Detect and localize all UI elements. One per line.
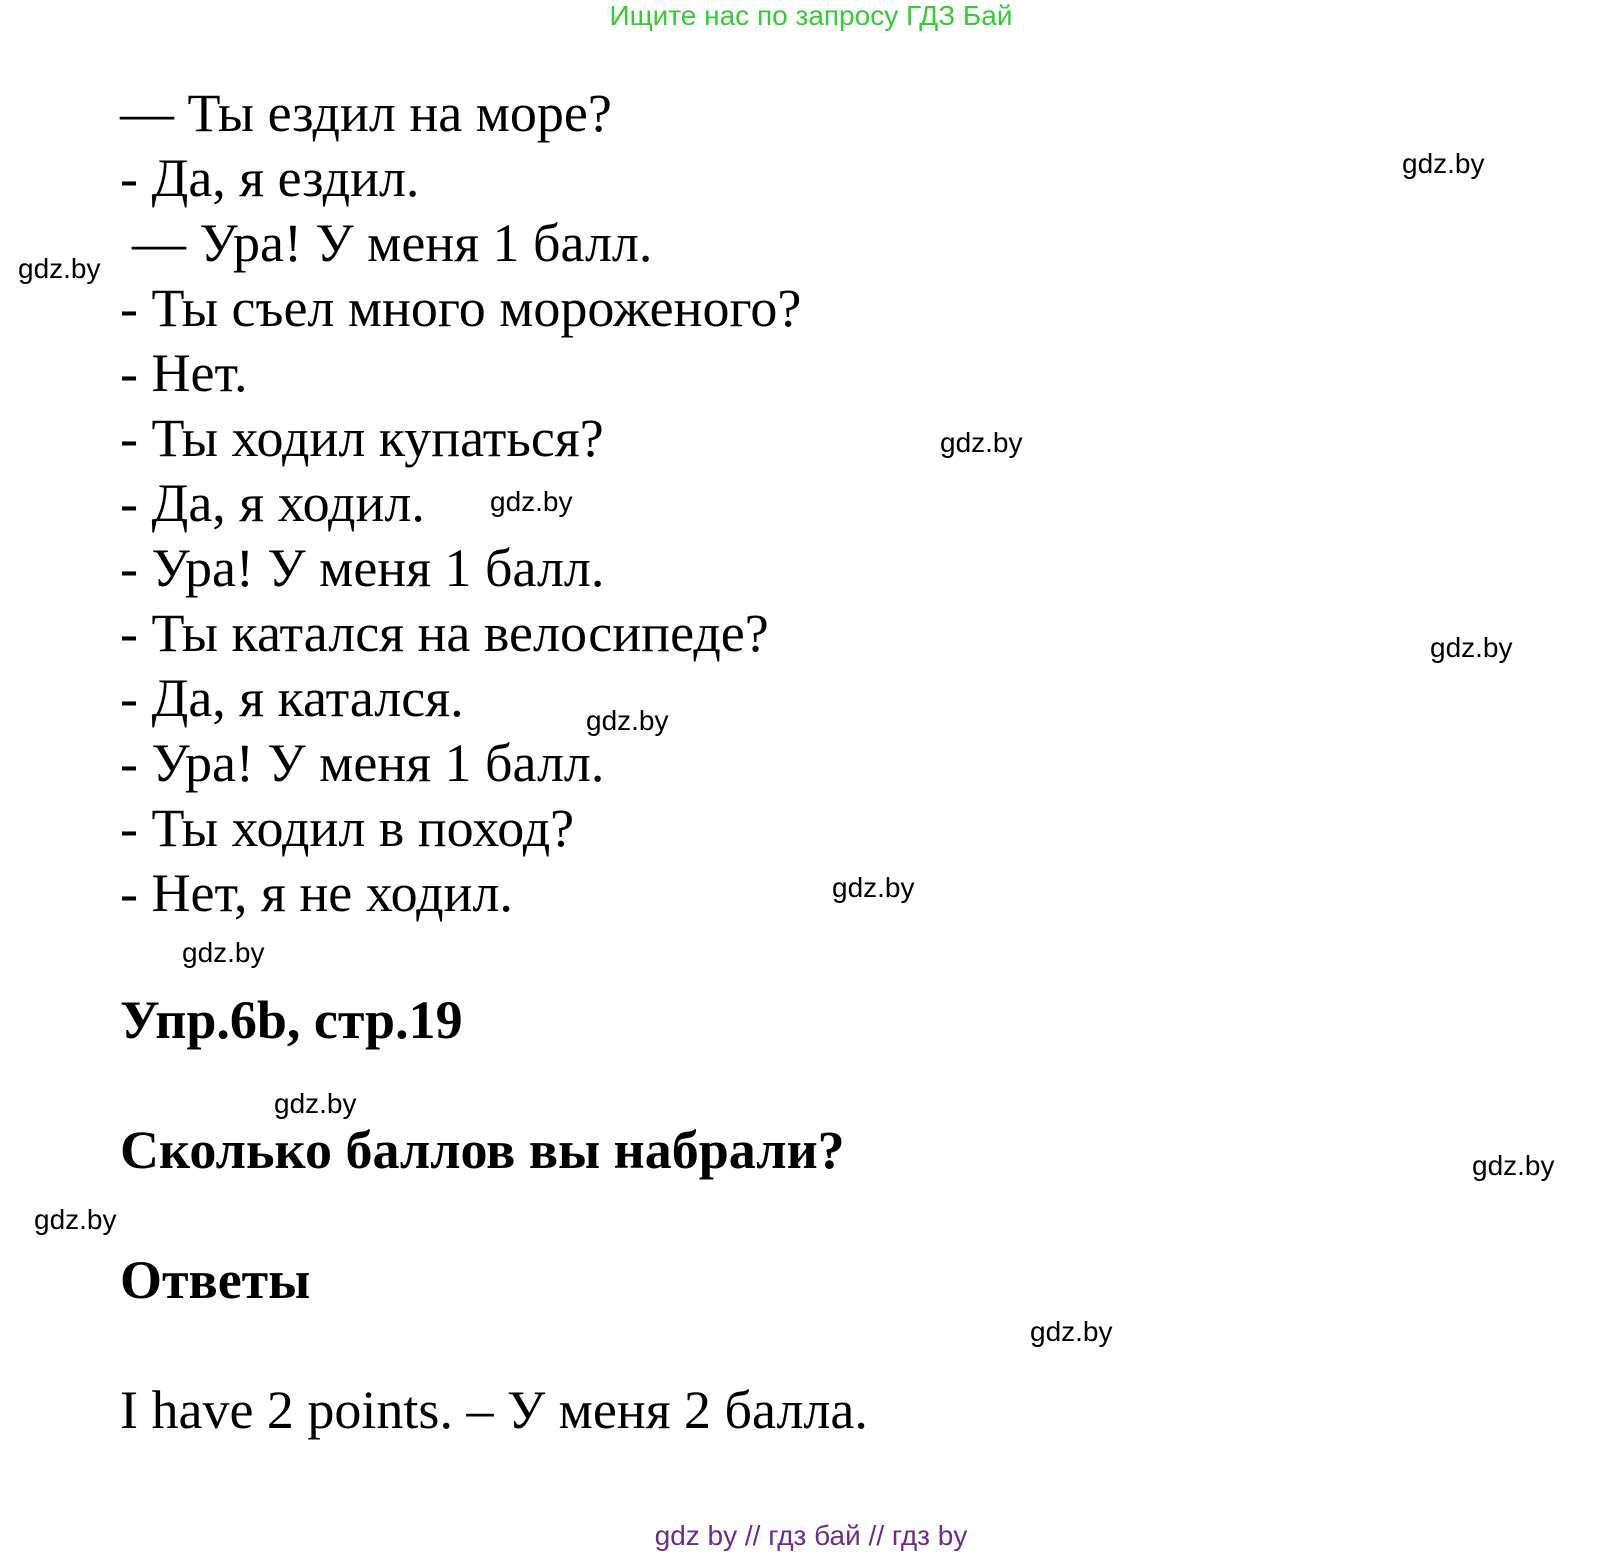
dialogue-line-4: - Ты съел много мороженого? (120, 278, 802, 338)
dialogue-line-5: - Нет. (120, 343, 248, 403)
top-banner: Ищите нас по запросу ГДЗ Бай (609, 0, 1013, 31)
dialogue-line-11: - Ура! У меня 1 балл. (120, 733, 605, 793)
question-heading: Сколько баллов вы набрали? (120, 1120, 845, 1180)
watermark: gdz.by (274, 1088, 357, 1119)
dialogue-line-12: - Ты ходил в поход? (120, 798, 575, 858)
dialogue-line-8: - Ура! У меня 1 балл. (120, 538, 605, 598)
dialogue-line-7: - Да, я ходил. (120, 473, 425, 533)
watermark: gdz.by (832, 872, 915, 903)
watermark: gdz.by (18, 253, 101, 284)
watermark: gdz.by (1402, 148, 1485, 179)
dialogue-line-6: - Ты ходил купаться? (120, 408, 604, 468)
footer-watermark: gdz by // гдз бай // гдз by (654, 1520, 968, 1551)
watermark: gdz.by (34, 1204, 117, 1235)
watermark: gdz.by (490, 486, 573, 517)
exercise-title: Упр.6b, стр.19 (120, 990, 463, 1050)
dialogue-line-9: - Ты катался на велосипеде? (120, 603, 769, 663)
watermark: gdz.by (940, 427, 1023, 458)
dialogue-line-3: — Ура! У меня 1 балл. (132, 213, 653, 273)
watermark: gdz.by (1472, 1150, 1555, 1181)
watermark: gdz.by (1030, 1316, 1113, 1347)
watermark: gdz.by (1430, 632, 1513, 663)
dialogue-line-1: — Ты ездил на море? (120, 83, 612, 143)
dialogue-line-10: - Да, я катался. (120, 668, 464, 728)
dialogue-line-2: - Да, я ездил. (120, 148, 420, 208)
answers-heading: Ответы (120, 1250, 311, 1310)
dialogue-line-13: - Нет, я не ходил. (120, 863, 513, 923)
watermark: gdz.by (182, 937, 265, 968)
answer-text: I have 2 points. – У меня 2 балла. (120, 1380, 868, 1440)
watermark: gdz.by (586, 705, 669, 736)
